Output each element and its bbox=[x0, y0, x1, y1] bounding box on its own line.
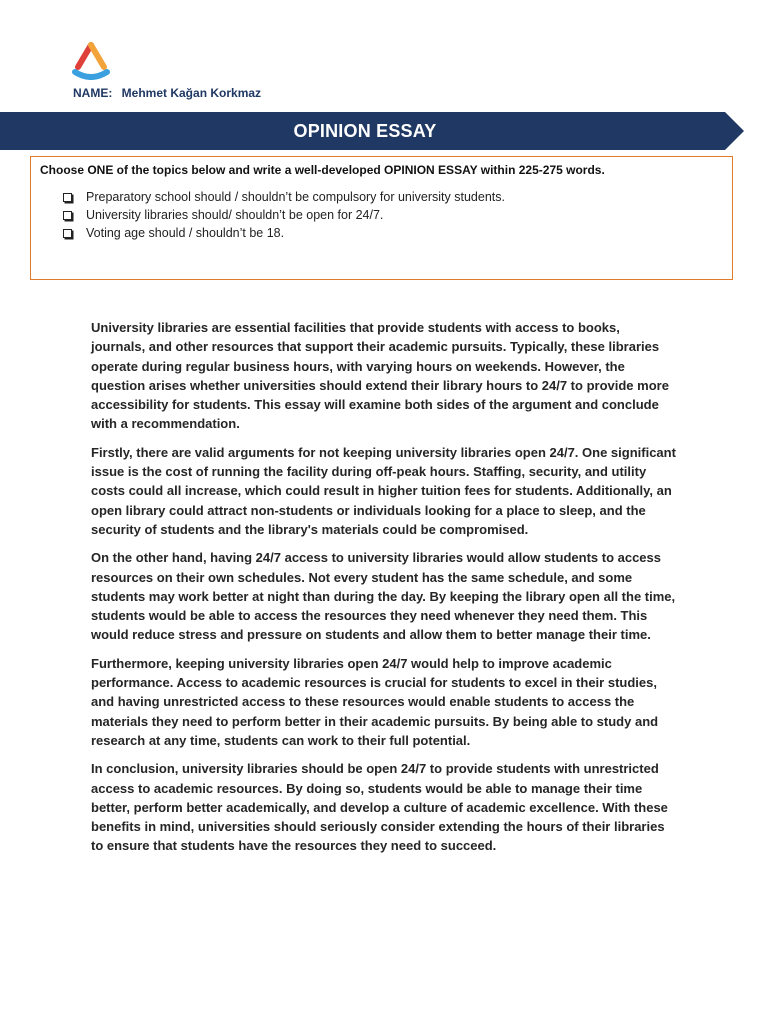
student-name: Mehmet Kağan Korkmaz bbox=[121, 86, 262, 100]
essay-paragraph-conclusion: In conclusion, university libraries should be open 24/7 to provide students with unrestricted access to academic resources. By doing so, students would be able to manage their time better, perform better academically, and develop a culture of academic excellence. With these benefits in mind, universities should seriously consider extending the hours of their libraries to ensure that students have the resources they need to succeed. bbox=[91, 761, 668, 854]
essay-paragraph-for: On the other hand, having 24/7 access to university libraries would allow students to access resources on their own schedules. Not every student has the same schedule, and some students may work better at night than during the day. By keeping the library open all the time, students would be able to access the resources they need whenever they need them. This would reduce stress and pressure on students and allow them to better manage their time. bbox=[91, 550, 676, 643]
topic-item bbox=[63, 188, 505, 206]
triangle-logo-icon bbox=[70, 42, 112, 80]
essay-paragraph-against: Firstly, there are valid arguments for not keeping university libraries open 24/7. One significant issue is the cost of running the facility during off-peak hours. Staffing, security, and utility costs could all increase, which could result in higher tuition fees for students. Additionally, an open library could attract non-students or individuals looking for a place to sleep, and the security of students and the library's materials could be compromised. bbox=[91, 444, 676, 537]
topic-text: Voting age should / shouldn’t be 18. bbox=[86, 226, 285, 240]
topic-list bbox=[63, 188, 505, 242]
page-title: OPINION ESSAY bbox=[293, 121, 437, 141]
topic-item bbox=[63, 206, 505, 224]
essay-paragraph-furthermore: Furthermore, keeping university libraries open 24/7 would help to improve academic performance. Access to academic resources is crucial for students to excel in their studies, and having unrestricted access to these resources would enable students to access the materials they need to perform better in their academic pursuits. By being able to study and research at any time, students can work to their full potential. bbox=[91, 655, 659, 748]
checkbox-bullet-icon bbox=[63, 229, 72, 238]
task-instructions-box bbox=[30, 156, 733, 280]
checkbox-bullet-icon bbox=[63, 193, 72, 202]
topic-text: Preparatory school should / shouldn’t be compulsory for university students. bbox=[86, 190, 505, 204]
student-name-line bbox=[73, 86, 261, 100]
checkbox-bullet-icon bbox=[63, 211, 72, 220]
essay-paragraph-intro: University libraries are essential facilities that provide students with access to books, journals, and other resources that support their academic pursuits. Typically, these libraries operate during regular business hours, with varying hours on weekends. However, the question arises whether universities should extend their library hours to 24/7 to provide more accessibility for students. This essay will examine both sides of the argument and conclude with a recommendation. bbox=[91, 320, 669, 432]
title-banner bbox=[0, 112, 745, 150]
name-label: NAME: bbox=[73, 86, 113, 100]
task-instruction: Choose ONE of the topics below and write a well-developed OPINION ESSAY within 225-275 words. bbox=[40, 163, 605, 177]
essay-body bbox=[91, 318, 676, 865]
topic-item bbox=[63, 224, 505, 242]
topic-text: University libraries should/ shouldn’t be open for 24/7. bbox=[86, 208, 384, 222]
